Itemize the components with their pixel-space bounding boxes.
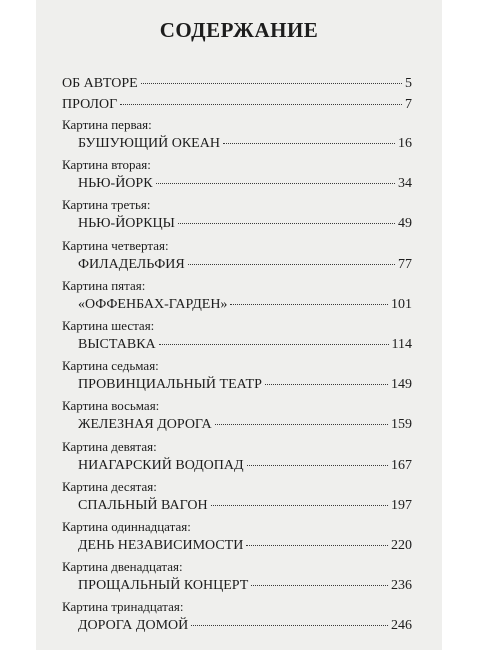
toc-entry-chapter-8 [78, 417, 412, 433]
chapter-label: Картина восьмая: [62, 398, 160, 414]
chapter-label: Картина девятая: [62, 438, 157, 454]
toc-entry-chapter-2 [78, 176, 412, 192]
toc-entry-title: ДЕНЬ НЕЗАВИСИМОСТИ [78, 538, 244, 553]
toc-entry-title: «ОФФЕНБАХ-ГАРДЕН» [78, 296, 228, 312]
toc-entry-chapter-3 [78, 216, 412, 232]
chapter-label: Картина четвертая: [62, 237, 169, 253]
dot-leader [247, 465, 388, 466]
toc-entry-title: ПРОЩАЛЬНЫЙ КОНЦЕРТ [78, 578, 249, 594]
toc-page-number: 34 [398, 176, 412, 192]
toc-entry-chapter-12 [78, 578, 412, 594]
dot-leader [246, 545, 388, 546]
toc-entry-chapter-4 [78, 257, 412, 273]
toc-entry-title: ОБ АВТОРЕ [62, 76, 138, 91]
toc-page-number: 77 [398, 256, 412, 272]
toc-page-number: 197 [391, 497, 412, 513]
chapter-label: Картина шестая: [62, 318, 155, 333]
page-title: СОДЕРЖАНИЕ [159, 18, 319, 42]
dot-leader [141, 83, 402, 84]
toc-entry-title: ПРОВИНЦИАЛЬНЫЙ ТЕАТР [78, 377, 262, 393]
dot-leader [178, 223, 395, 224]
toc-entry-chapter-10 [78, 498, 412, 514]
toc-page-number: 236 [391, 578, 412, 594]
toc-entry-title: ЖЕЛЕЗНАЯ ДОРОГА [78, 417, 212, 433]
toc-entry-chapter-5 [78, 297, 412, 313]
toc-entry-prologue [62, 97, 412, 113]
toc-page-number: 246 [391, 618, 412, 634]
toc-entry-title: НЬЮ-ЙОРКЦЫ [78, 216, 175, 232]
dot-leader [156, 183, 395, 184]
book-page [36, 0, 442, 650]
dot-leader [230, 304, 388, 305]
toc-entry-chapter-11 [78, 538, 412, 554]
dot-leader [265, 384, 388, 385]
chapter-label: Картина седьмая: [62, 358, 159, 374]
toc-page-number: 159 [391, 417, 412, 433]
toc-page-number: 5 [405, 76, 412, 91]
chapter-label: Картина вторая: [62, 157, 151, 173]
toc-page-number: 220 [391, 538, 412, 553]
chapter-label: Картина двенадцатая: [62, 559, 183, 575]
toc-entry-title: СПАЛЬНЫЙ ВАГОН [78, 497, 208, 513]
toc-entry-title: ПРОЛОГ [62, 97, 118, 112]
dot-leader [215, 424, 388, 425]
toc-entry-title: ДОРОГА ДОМОЙ [78, 618, 189, 634]
toc-page-number: 167 [391, 457, 412, 473]
toc-page-number: 149 [391, 377, 412, 393]
dot-leader [188, 264, 395, 265]
dot-leader [159, 344, 389, 345]
toc-page-number: 101 [391, 296, 412, 312]
chapter-label: Картина одиннадцатая: [62, 519, 191, 534]
toc-entry-about-author [62, 76, 412, 92]
toc-entry-chapter-7 [78, 377, 412, 393]
toc-entry-title: НИАГАРСКИЙ ВОДОПАД [78, 457, 244, 473]
toc-entry-chapter-13 [78, 618, 412, 634]
chapter-label: Картина первая: [62, 117, 152, 132]
dot-leader [211, 505, 388, 506]
toc-page-number: 49 [398, 216, 412, 232]
toc-entry-title: ФИЛАДЕЛЬФИЯ [78, 256, 185, 272]
toc-page-number: 114 [391, 337, 412, 352]
toc-entry-title: БУШУЮЩИЙ ОКЕАН [78, 136, 220, 151]
chapter-label: Картина третья: [62, 197, 151, 213]
chapter-label: Картина тринадцатая: [62, 599, 184, 615]
toc-page-number: 16 [398, 136, 412, 151]
dot-leader [223, 143, 395, 144]
dot-leader [120, 104, 402, 105]
toc-entry-chapter-6 [78, 337, 412, 353]
toc-entry-chapter-1 [78, 136, 412, 152]
chapter-label: Картина десятая: [62, 478, 157, 494]
dot-leader [191, 625, 388, 626]
dot-leader [251, 585, 388, 586]
chapter-label: Картина пятая: [62, 277, 146, 293]
toc-page-number: 7 [405, 97, 412, 112]
toc-entry-title: ВЫСТАВКА [78, 337, 156, 352]
toc-entry-title: НЬЮ-ЙОРК [78, 176, 153, 192]
toc-entry-chapter-9 [78, 458, 412, 474]
